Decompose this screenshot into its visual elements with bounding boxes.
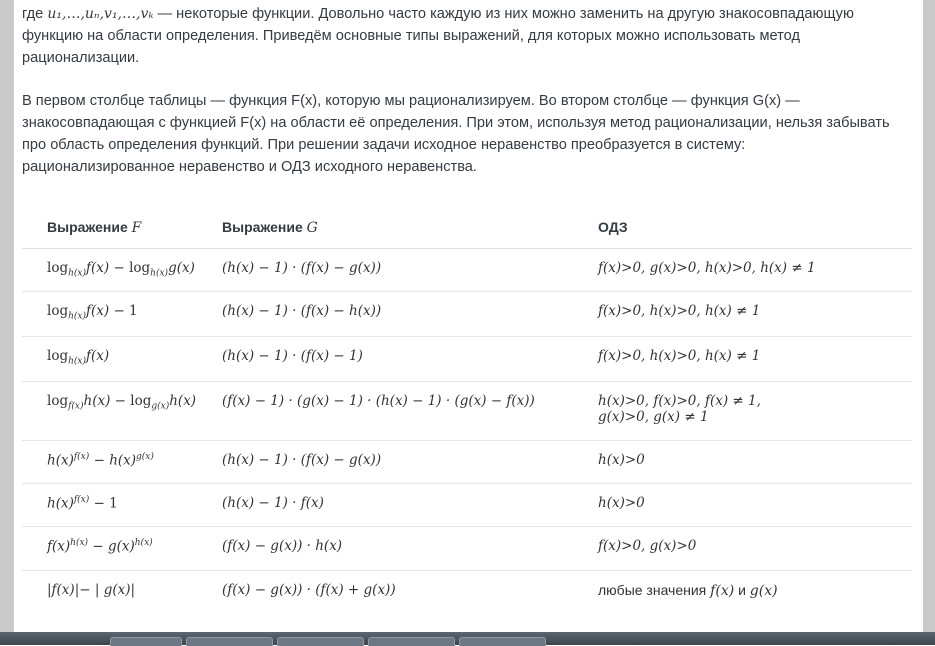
expression-f-cell: $f(x)^{h(x)} - g(x)^{h(x)}$ xyxy=(22,526,222,570)
expression-f-cell: $\log_{f(x)}h(x) - \log_{g(x)}h(x)$ xyxy=(22,381,222,440)
odz-cell: h(x)>0 xyxy=(598,483,912,526)
paragraph-prefix: где xyxy=(22,6,48,22)
paragraph-text: — некоторые функции. Довольно часто каждую из них можно заменить на другую знакосовпадающую функцию на области определения. Приведём основные типы выражений, для которых можно использовать метод рационализации. xyxy=(22,6,854,66)
header-odz: ОДЗ xyxy=(598,207,912,248)
os-taskbar xyxy=(0,632,935,645)
table-row xyxy=(22,291,912,336)
expression-f-cell: $h(x)^{f(x)} - 1$ xyxy=(22,483,222,526)
odz-cell: f(x)>0, h(x)>0, h(x) ≠ 1 xyxy=(598,291,912,336)
odz-cell: f(x)>0, h(x)>0, h(x) ≠ 1 xyxy=(598,336,912,381)
table-row xyxy=(22,248,912,291)
article-content xyxy=(22,0,912,632)
odz-cell: h(x)>0 xyxy=(598,440,912,483)
expression-g-cell: (f(x) − g(x)) · (f(x) + g(x)) xyxy=(222,581,396,598)
expression-g-cell: (h(x) − 1) · (f(x) − 1) xyxy=(222,336,598,381)
expression-g-cell: (f(x) − 1) · (g(x) − 1) · (h(x) − 1) · (g(x) − f(x)) xyxy=(222,381,598,440)
table-row xyxy=(22,483,912,526)
table-row xyxy=(22,440,912,483)
header-expression-f: Выражение F xyxy=(22,207,222,248)
odz-cell: f(x)>0, g(x)>0 xyxy=(598,526,912,570)
paragraph-functions xyxy=(22,3,902,69)
table-row xyxy=(22,570,912,614)
table-row xyxy=(22,381,912,440)
table-row xyxy=(22,526,912,570)
paragraph-table-explanation: В первом столбце таблицы — функция F(x), которую мы рационализируем. Во втором столбце — функция G(x) — знакосовпадающая с функцией F(x) на области её определения. При этом, используя метод рационализации, нельзя забывать про область определения функций. При решении задачи исходное неравенство преобразуется в систему: рационализированное неравенство и ОДЗ исходного неравенства. xyxy=(22,93,890,175)
expression-g-cell: (h(x) − 1) · f(x) xyxy=(222,483,598,526)
odz-cell: любые значения f(x) и g(x) xyxy=(598,581,778,599)
expression-f-cell: $\log_{h(x)}f(x)$ xyxy=(22,336,222,381)
table-header-row xyxy=(22,207,912,248)
expression-g-cell: (h(x) − 1) · (f(x) − g(x)) xyxy=(222,248,598,291)
expression-g-cell: (h(x) − 1) · (f(x) − g(x)) xyxy=(222,440,598,483)
expression-g-cell: (f(x) − g(x)) · h(x) xyxy=(222,526,598,570)
expression-f-cell: $h(x)^{f(x)} - h(x)^{g(x)}$ xyxy=(22,440,222,483)
expression-f-cell: $\log_{h(x)}f(x) - 1$ xyxy=(22,291,222,336)
odz-cell: f(x)>0, g(x)>0, h(x)>0, h(x) ≠ 1 xyxy=(598,248,912,291)
browser-right-scrollbar[interactable] xyxy=(923,0,935,645)
header-expression-g: Выражение G xyxy=(222,207,598,248)
rationalization-table xyxy=(22,207,912,614)
expression-f-cell: |f(x)|− | g(x)| xyxy=(47,581,136,598)
function-variables: u₁,…,uₙ,v₁,…,vₖ xyxy=(47,6,154,22)
table-row xyxy=(22,336,912,381)
browser-left-edge xyxy=(0,0,14,645)
odz-cell: h(x)>0, f(x)>0, f(x) ≠ 1, g(x)>0, g(x) ≠ 1 xyxy=(598,381,912,440)
expression-g-cell: (h(x) − 1) · (f(x) − h(x)) xyxy=(222,291,598,336)
expression-f-cell: $\log_{h(x)}f(x) - \log_{h(x)}g(x)$ xyxy=(22,248,222,291)
